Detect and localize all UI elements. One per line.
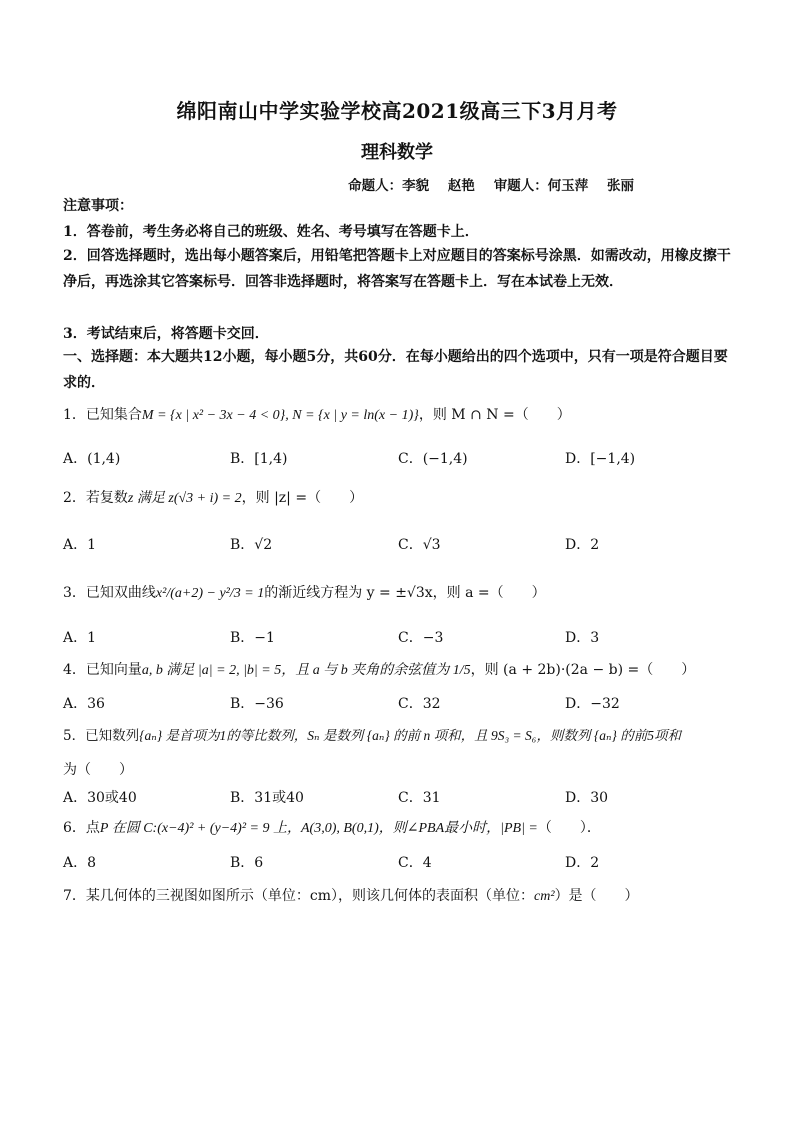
- question-6-math: P 在圆 C:(x−4)² + (y−4)² = 9 上，A(3,0), B(0,1)，则∠PBA最小时，|PB| =: [99, 821, 538, 836]
- question-4-post: ，则 (a + 2b)·(2a − b) =（ ）: [470, 662, 696, 678]
- question-5-option-c: C．31: [398, 790, 441, 806]
- question-3-pre: 3．已知双曲线: [63, 585, 156, 601]
- question-2-stem: [63, 488, 363, 509]
- question-3-option-b: B．−1: [230, 630, 275, 646]
- question-2-post: ，则 |z| =（ ）: [241, 490, 364, 506]
- question-4-option-b: B．−36: [230, 696, 284, 712]
- question-1-post: ，则 M ∩ N =（ ）: [418, 407, 571, 423]
- notice-heading: 注意事项：: [63, 198, 133, 214]
- question-6-option-c: C．4: [398, 855, 432, 871]
- question-6-stem: [63, 818, 601, 839]
- question-2-option-b: B．√2: [230, 537, 273, 553]
- question-6-option-d: D．2: [565, 855, 600, 871]
- exam-title: 绵阳南山中学实验学校高2021级高三下3月月考: [176, 99, 618, 123]
- question-2-option-d: D．2: [565, 537, 600, 553]
- notice-item-2: 2．回答选择题时，选出每小题答案后，用铅笔把答题卡上对应题目的答案标号涂黑．如需改动，用橡皮擦干净后，再选涂其它答案标号．回答非选择题时，将答案写在答题卡上．写在本试卷上无效．: [63, 248, 731, 290]
- question-1-stem: [63, 405, 571, 426]
- notice-item-3: 3．考试结束后，将答题卡交回．: [63, 326, 269, 342]
- question-5-option-d: D．30: [565, 790, 609, 806]
- question-7-stem: [63, 886, 639, 907]
- question-1-pre: 1．已知集合: [63, 407, 142, 423]
- question-7-pre: 7．某几何体的三视图如图所示（单位：cm），则该几何体的表面积（单位：: [63, 888, 535, 904]
- question-2-pre: 2．若复数: [63, 490, 128, 506]
- question-3-math: x²/(a+2) − y²/3 = 1: [155, 586, 265, 601]
- question-2-math: z 满足 z(√3 + i) = 2: [127, 491, 242, 506]
- notice-item-1: 1．答卷前，考生务必将自己的班级、姓名、考号填写在答题卡上．: [63, 224, 479, 240]
- exam-authors: 命题人：李貌 赵艳 审题人：何玉萍 张丽: [348, 178, 634, 194]
- question-5-stem: [63, 726, 681, 746]
- question-1-option-d: D．[−1,4): [565, 451, 636, 467]
- question-7-post: ）是（ ）: [554, 888, 639, 904]
- question-4-stem: [63, 660, 695, 681]
- question-1-option-b: B．[1,4): [230, 451, 288, 467]
- question-2-option-c: C．√3: [398, 537, 441, 553]
- question-4-pre: 4．已知向量: [63, 662, 142, 678]
- question-4-option-a: A．36: [63, 696, 105, 712]
- question-5-math: {aₙ} 是首项为1的等比数列，Sₙ 是数列 {aₙ} 的前 n 项和，且 9S₃ = S₆，则数列 {aₙ} 的前5项和: [139, 728, 681, 743]
- question-6-post: （ ）．: [537, 820, 601, 836]
- exam-subject: 理科数学: [361, 142, 433, 163]
- question-7-math: cm²: [534, 889, 555, 904]
- question-3-option-c: C．−3: [398, 630, 444, 646]
- question-5-pre: 5．已知数列: [63, 728, 140, 744]
- question-3-option-d: D．3: [565, 630, 600, 646]
- question-5-option-b: B．31或40: [230, 790, 304, 806]
- question-3-stem: [63, 583, 546, 604]
- question-5-stem-cont: 为（ ）: [63, 762, 133, 778]
- question-3-option-a: A．1: [63, 630, 97, 646]
- question-1-option-c: C．(−1,4): [398, 451, 468, 467]
- question-6-pre: 6．点: [63, 820, 100, 836]
- question-3-post: 的渐近线方程为 y = ±√3x，则 a =（ ）: [264, 585, 546, 601]
- question-6-option-a: A．8: [63, 855, 97, 871]
- question-1-option-a: A．(1,4): [63, 451, 121, 467]
- question-4-option-c: C．32: [398, 696, 441, 712]
- question-4-math: a, b 满足 |a| = 2, |b| = 5，且 a 与 b 夹角的余弦值为 1/5: [141, 663, 471, 678]
- question-6-option-b: B．6: [230, 855, 264, 871]
- question-5-option-a: A．30或40: [63, 790, 137, 806]
- question-2-option-a: A．1: [63, 537, 97, 553]
- question-4-option-d: D．−32: [565, 696, 620, 712]
- question-1-math: M = {x | x² − 3x − 4 < 0}, N = {x | y = ln(x − 1)}: [141, 408, 419, 423]
- section-1-heading: 一、选择题：本大题共12小题，每小题5分，共60分．在每小题给出的四个选项中，只有一项是符合题目要求的．: [63, 349, 728, 391]
